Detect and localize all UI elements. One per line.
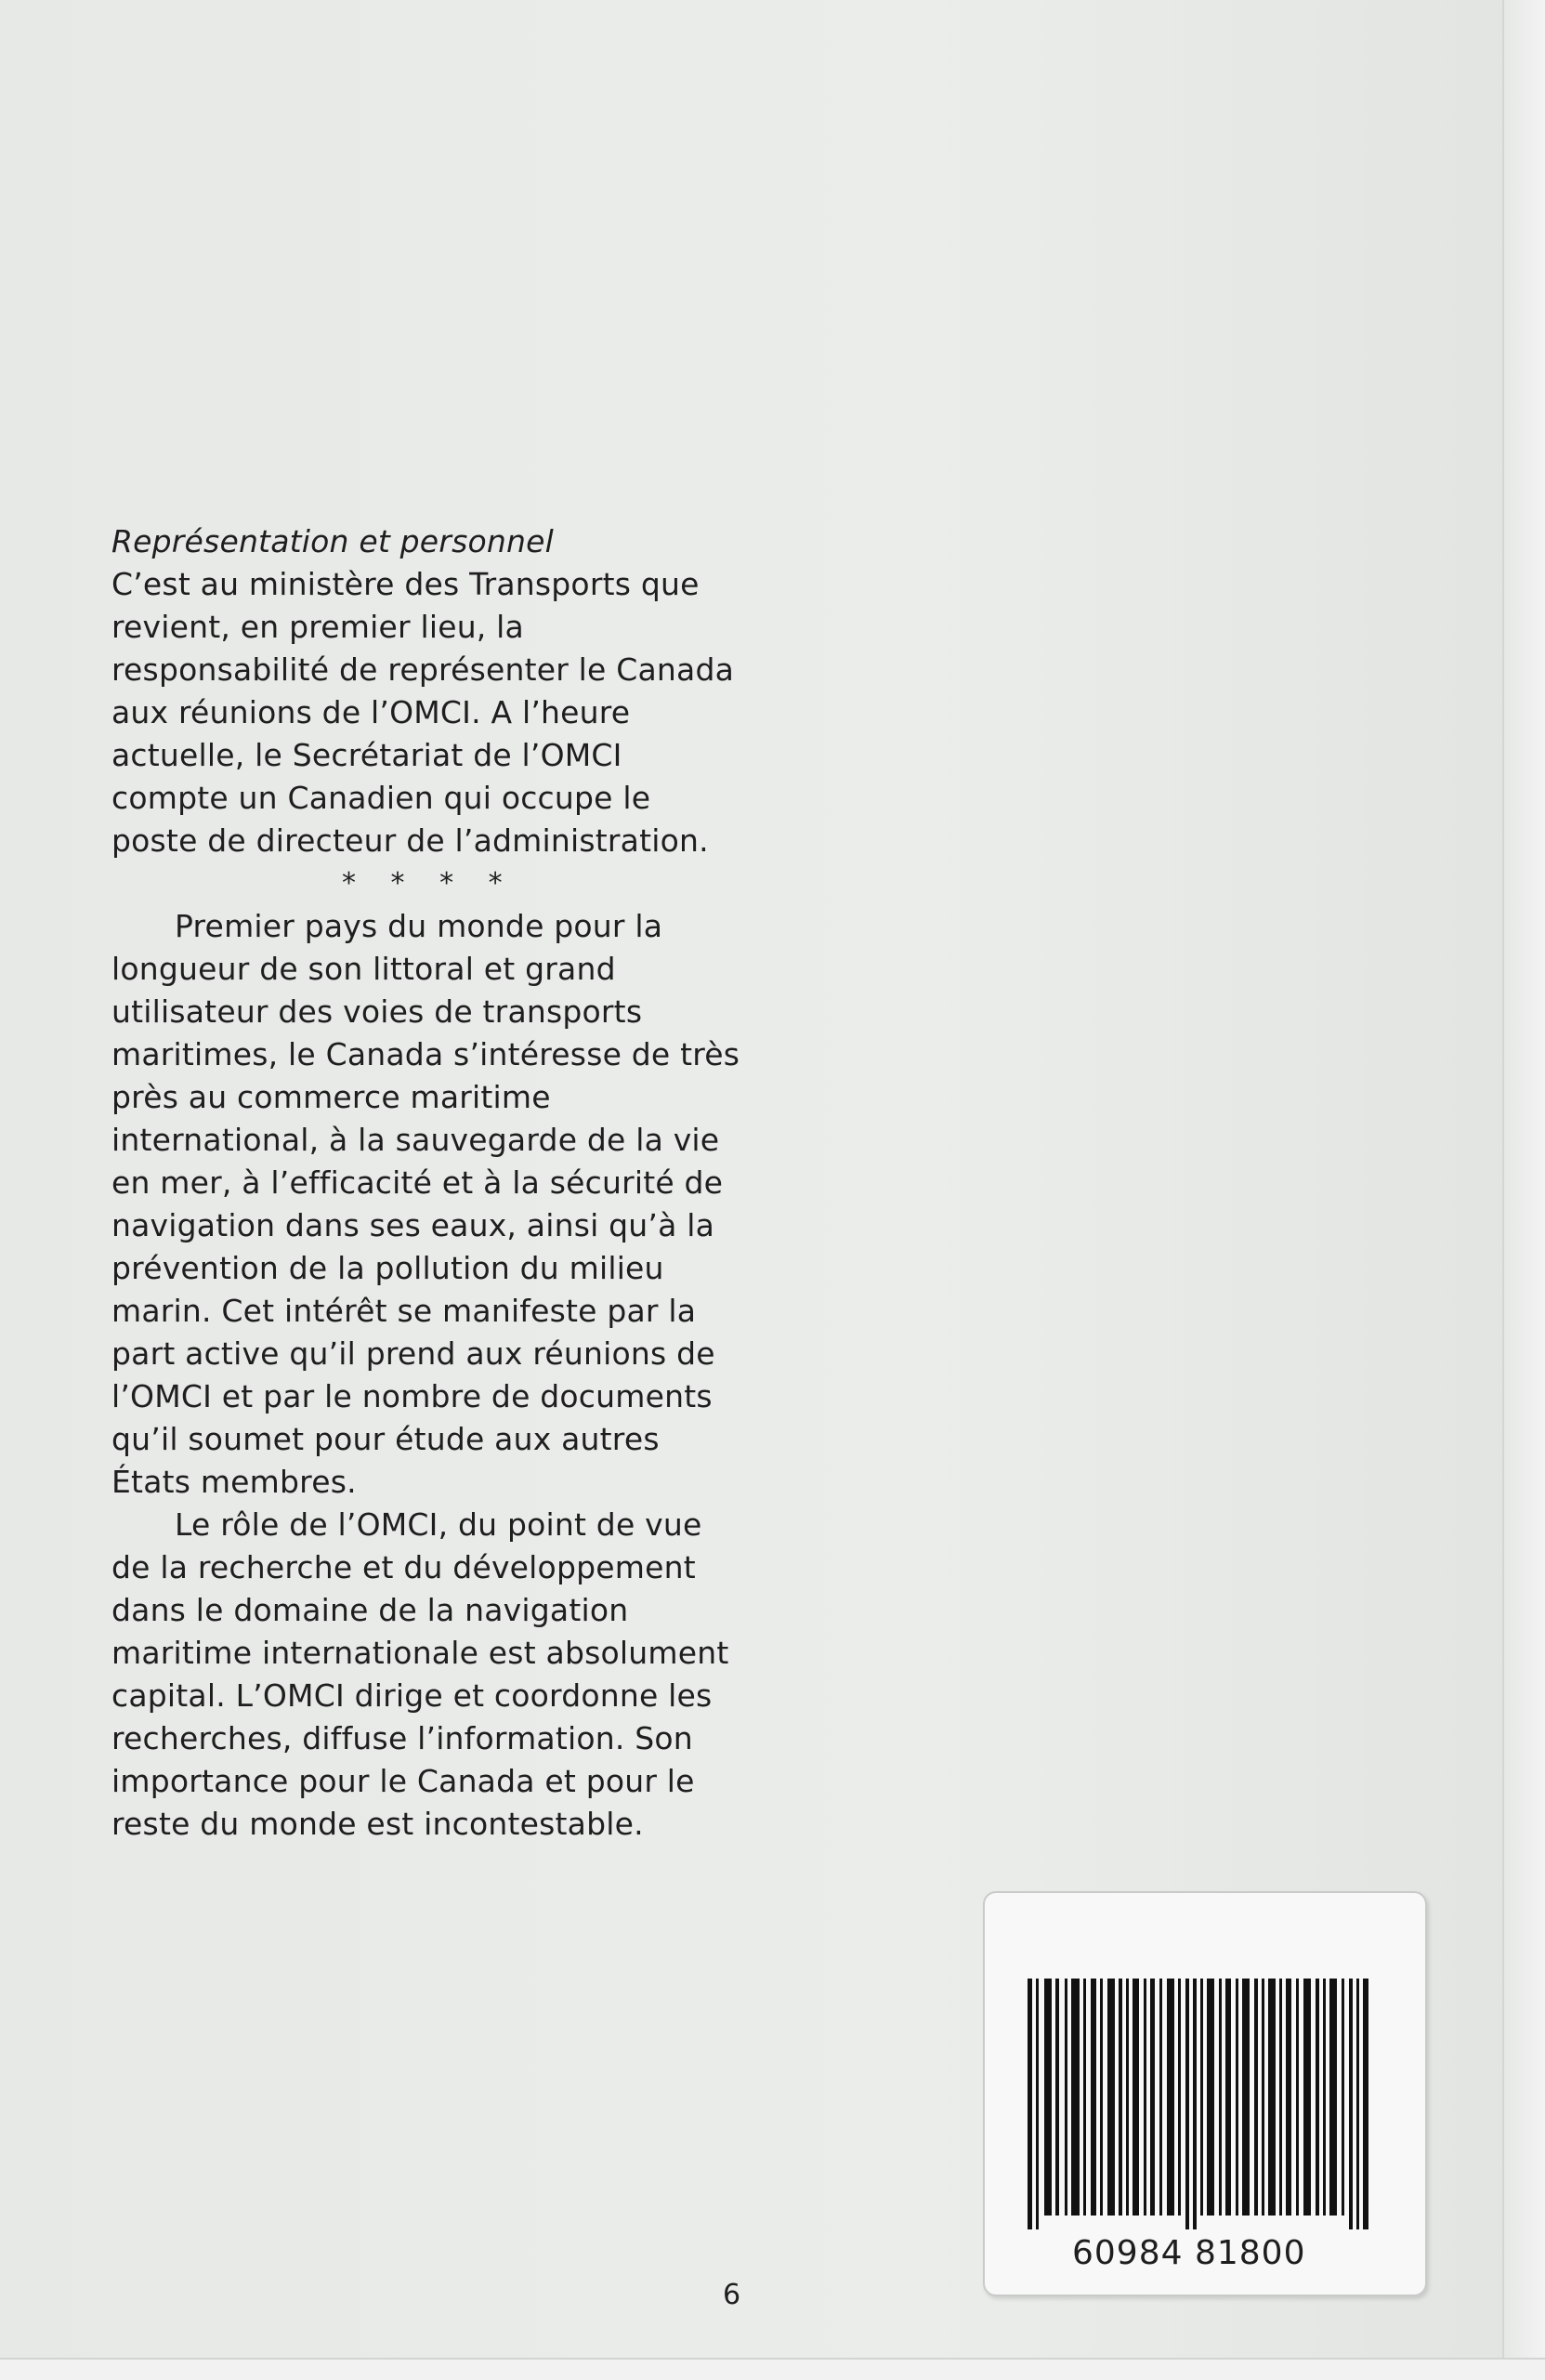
section-heading: Représentation et personnel [111,523,554,559]
barcode-number: 60984 81800 [1068,2237,1310,2270]
barcode-sticker [983,1891,1427,2296]
paragraph-representation: C’est au ministère des Transports que revient, en premier lieu, la responsabilité de représenter le Canada aux réunions de l’OMCI. A l’heure actuelle, le Secrétariat de l’OMCI compte un Canadien qui occupe le poste de directeur de l’administration. [111,566,735,859]
paragraph-role-omci: Le rôle de l’OMCI, du point de vue de la recherche et du développement dans le domaine de la navigation maritime internationale est absolument capital. L’OMCI dirige et coordonne les recherches, diffuse l’information. Son importance pour le Canada et pour le reste du monde est incontestable. [111,1506,729,1842]
barcode-icon [1028,1979,1384,2229]
section-separator: * * * * [342,867,516,900]
page-bottom-edge [0,2358,1545,2380]
text-column [111,520,743,1846]
page-edge [1502,0,1545,2380]
paragraph-canada-maritime: Premier pays du monde pour la longueur de son littoral et grand utilisateur des voies de transports maritimes, le Canada s’intéresse de très près au commerce maritime international, à la sauvegarde de la vie en mer, à l’efficacité et à la sécurité de navigation dans ses eaux, ainsi qu’à la prévention de la pollution du milieu marin. Cet intérêt se manifeste par la part active qu’il prend aux réunions de l’OMCI et par le nombre de documents qu’il soumet pour étude aux autres États membres. [111,908,740,1500]
page-number: 6 [723,2279,741,2311]
